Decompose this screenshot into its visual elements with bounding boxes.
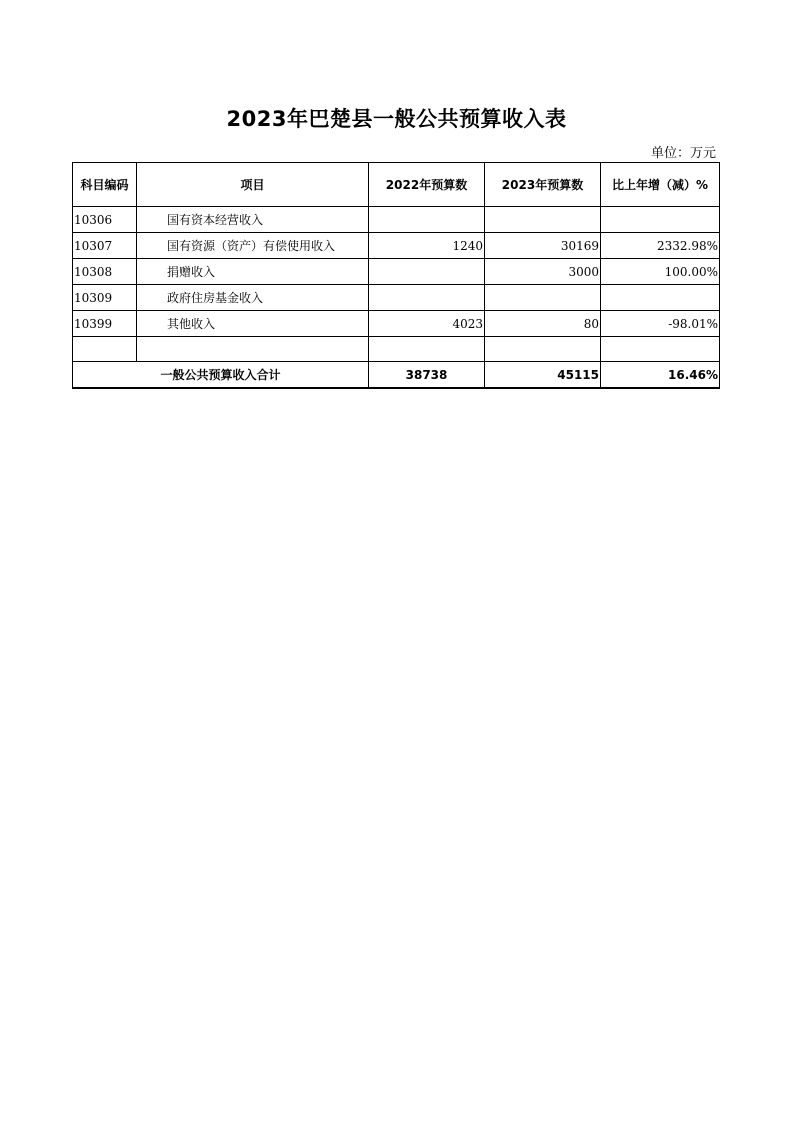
table-row bbox=[73, 311, 720, 337]
header-2022: 2022年预算数 bbox=[369, 163, 485, 207]
empty-row bbox=[73, 337, 720, 362]
row-2022 bbox=[369, 207, 485, 233]
empty-cell bbox=[601, 337, 720, 362]
total-2022: 38738 bbox=[369, 362, 485, 389]
table-header-row bbox=[73, 163, 720, 207]
table-row bbox=[73, 285, 720, 311]
row-code: 10306 bbox=[73, 207, 137, 233]
empty-cell bbox=[369, 337, 485, 362]
row-name: 国有资本经营收入 bbox=[137, 207, 369, 233]
row-change bbox=[601, 285, 720, 311]
row-change: -98.01% bbox=[601, 311, 720, 337]
unit-label: 单位：万元 bbox=[650, 146, 716, 161]
table-row bbox=[73, 207, 720, 233]
table-row bbox=[73, 259, 720, 285]
header-2023: 2023年预算数 bbox=[485, 163, 601, 207]
row-2023 bbox=[485, 207, 601, 233]
empty-cell bbox=[485, 337, 601, 362]
page-title: 2023年巴楚县一般公共预算收入表 bbox=[226, 107, 567, 131]
header-change: 比上年增（减）% bbox=[601, 163, 720, 207]
row-change: 100.00% bbox=[601, 259, 720, 285]
row-2022: 1240 bbox=[369, 233, 485, 259]
row-2022: 4023 bbox=[369, 311, 485, 337]
empty-cell bbox=[73, 337, 137, 362]
row-code: 10308 bbox=[73, 259, 137, 285]
row-2023: 80 bbox=[485, 311, 601, 337]
total-row bbox=[73, 362, 720, 389]
row-code: 10307 bbox=[73, 233, 137, 259]
total-2023: 45115 bbox=[485, 362, 601, 389]
table-row bbox=[73, 233, 720, 259]
row-2022 bbox=[369, 259, 485, 285]
total-change: 16.46% bbox=[601, 362, 720, 389]
row-name: 捐赠收入 bbox=[137, 259, 369, 285]
row-2022 bbox=[369, 285, 485, 311]
header-code: 科目编码 bbox=[73, 163, 137, 207]
row-code: 10399 bbox=[73, 311, 137, 337]
row-name: 其他收入 bbox=[137, 311, 369, 337]
row-2023 bbox=[485, 285, 601, 311]
row-2023: 30169 bbox=[485, 233, 601, 259]
total-label: 一般公共预算收入合计 bbox=[73, 362, 369, 389]
row-change bbox=[601, 207, 720, 233]
row-change: 2332.98% bbox=[601, 233, 720, 259]
revenue-table bbox=[72, 162, 720, 389]
row-name: 国有资源（资产）有偿使用收入 bbox=[137, 233, 369, 259]
row-code: 10309 bbox=[73, 285, 137, 311]
empty-cell bbox=[137, 337, 369, 362]
row-name: 政府住房基金收入 bbox=[137, 285, 369, 311]
header-item: 项目 bbox=[137, 163, 369, 207]
row-2023: 3000 bbox=[485, 259, 601, 285]
